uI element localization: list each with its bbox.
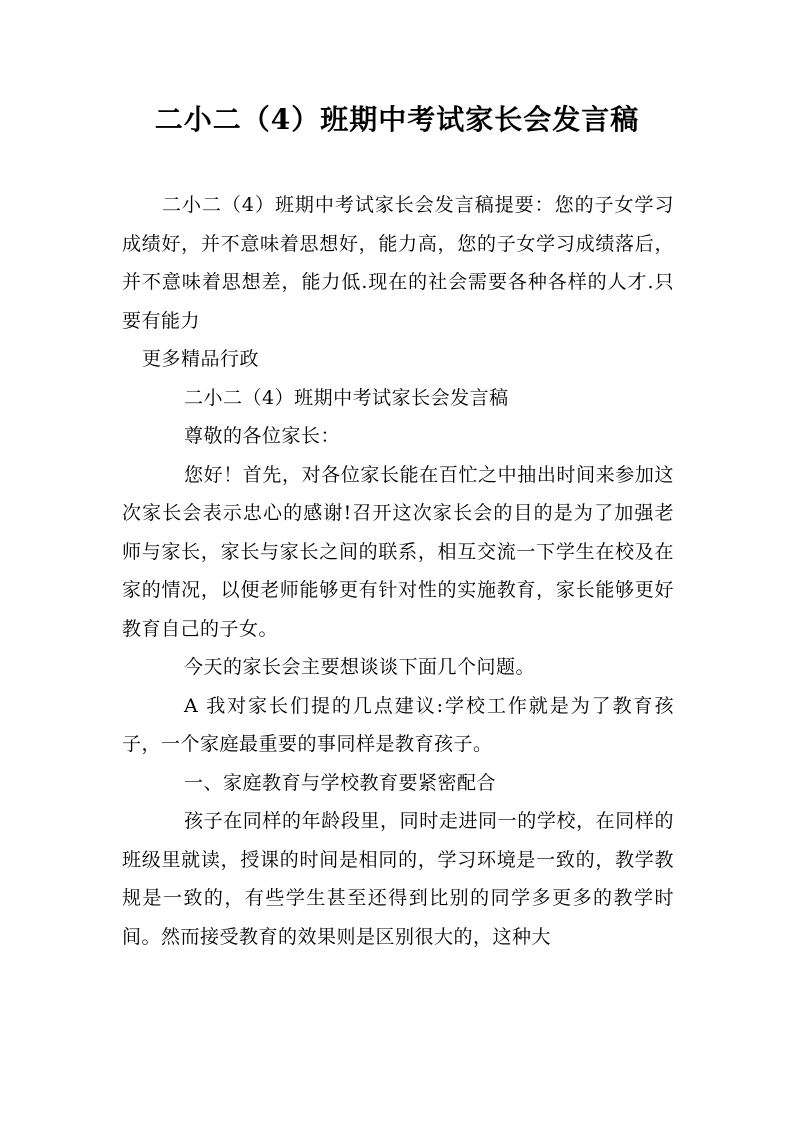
greeting: 尊敬的各位家长： [184,425,341,447]
document-title: 二小二（4）班期中考试家长会发言稿 [154,103,640,136]
body-paragraph: 您好！首先，对各位家长能在百忙之中抽出时间来参加这次家长会表示忠心的感谢!召开这次家长会的目的是为了加强老师与家长，家长与家长之间的联系，相互交流一下学生在校及在家的情况，以便老师能够更有针对性的实施教育，家长能够更好教育自己的子女。 [122,463,674,640]
document-body [122,186,674,956]
body-paragraph: 孩子在同样的年龄段里，同时走进同一的学校，在同样的班级里就读，授课的时间是相同的，学习环境是一致的，教学教规是一致的，有些学生甚至还得到比别的同学多更多的教学时间。然而接受教育的效果则是区别很大的，这种大 [122,810,674,948]
summary-paragraph: 二小二（4）班期中考试家长会发言稿提要：您的子女学习成绩好，并不意味着思想好，能力高，您的子女学习成绩落后，并不意味着思想差，能力低.现在的社会需要各种各样的人才.只要有能力 [122,194,674,332]
section-heading: 一、家庭教育与学校教育要紧密配合 [184,771,497,794]
subtitle: 二小二（4）班期中考试家长会发言稿 [184,386,509,409]
body-paragraph: 今天的家长会主要想谈谈下面几个问题。 [184,656,536,678]
more-link[interactable]: 更多精品行政 [142,348,260,370]
body-paragraph: A 我对家长们提的几点建议:学校工作就是为了教育孩子，一个家庭最重要的事同样是教育孩子。 [122,694,674,755]
